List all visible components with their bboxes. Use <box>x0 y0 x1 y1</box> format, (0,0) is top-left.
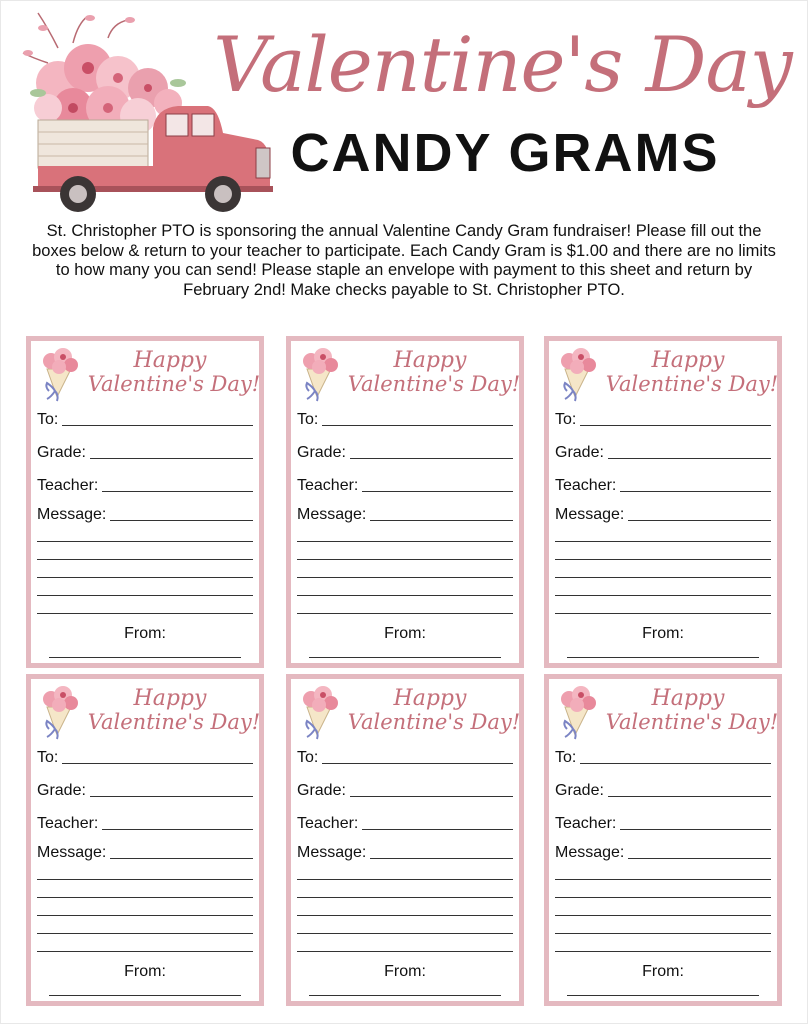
teacher-field[interactable] <box>297 471 513 495</box>
teacher-label: Teacher: <box>297 815 359 832</box>
from-label: From: <box>124 963 166 980</box>
bouquet-icon <box>557 347 597 403</box>
grade-field[interactable] <box>297 776 513 800</box>
teacher-line[interactable] <box>620 491 771 492</box>
message-line-3[interactable] <box>297 897 513 898</box>
card-heading-happy: Happy <box>651 686 725 711</box>
message-label: Message: <box>37 844 107 861</box>
teacher-line[interactable] <box>102 491 253 492</box>
card-heading-valentines-day: Valentine's Day! <box>347 710 521 734</box>
message-line-6[interactable] <box>297 613 513 614</box>
message-line-5[interactable] <box>297 933 513 934</box>
to-line[interactable] <box>580 763 771 764</box>
card-heading-happy: Happy <box>393 686 467 711</box>
message-line-3[interactable] <box>37 559 253 560</box>
from-line[interactable] <box>49 657 241 658</box>
message-line-3[interactable] <box>555 559 771 560</box>
candy-gram-card-3 <box>544 336 782 668</box>
grade-line[interactable] <box>350 796 513 797</box>
teacher-field[interactable] <box>37 471 253 495</box>
to-line[interactable] <box>62 425 253 426</box>
to-label: To: <box>555 411 577 428</box>
grade-label: Grade: <box>37 444 86 461</box>
grade-label: Grade: <box>37 782 86 799</box>
message-line-5[interactable] <box>297 595 513 596</box>
message-line-4[interactable] <box>37 577 253 578</box>
to-label: To: <box>297 411 319 428</box>
to-label: To: <box>555 749 577 766</box>
to-label: To: <box>297 749 319 766</box>
grade-label: Grade: <box>555 782 604 799</box>
teacher-field[interactable] <box>297 809 513 833</box>
grade-label: Grade: <box>555 444 604 461</box>
card-heading-happy: Happy <box>651 348 725 373</box>
from-label: From: <box>384 963 426 980</box>
bouquet-icon <box>299 685 339 741</box>
to-field[interactable] <box>555 743 771 767</box>
to-field[interactable] <box>297 405 513 429</box>
to-field[interactable] <box>37 405 253 429</box>
grade-label: Grade: <box>297 782 346 799</box>
intro-paragraph: St. Christopher PTO is sponsoring the annual Valentine Candy Gram fundraiser! Please fill out the boxes below & return to your teacher to participate. Each Candy Gram is $1.00 and there are no limits to how many you can send! Please staple an envelope with payment to this sheet and return by February 2nd! Make checks payable to St. Christopher PTO. <box>32 222 776 299</box>
from-label: From: <box>642 963 684 980</box>
message-line-6[interactable] <box>555 951 771 952</box>
bouquet-icon <box>39 685 79 741</box>
candy-gram-card-6 <box>544 674 782 1006</box>
message-line-6[interactable] <box>37 613 253 614</box>
message-line[interactable] <box>628 858 771 859</box>
candy-gram-card-4 <box>26 674 264 1006</box>
card-heading-happy: Happy <box>393 348 467 373</box>
bouquet-icon <box>557 685 597 741</box>
message-label: Message: <box>555 506 625 523</box>
to-line[interactable] <box>62 763 253 764</box>
teacher-label: Teacher: <box>555 815 617 832</box>
message-line-2[interactable] <box>297 541 513 542</box>
candy-gram-card-5 <box>286 674 524 1006</box>
bouquet-icon <box>299 347 339 403</box>
message-field[interactable] <box>297 838 513 862</box>
grade-line[interactable] <box>90 796 253 797</box>
message-line-6[interactable] <box>37 951 253 952</box>
message-line-3[interactable] <box>297 559 513 560</box>
to-field[interactable] <box>37 743 253 767</box>
teacher-label: Teacher: <box>37 815 99 832</box>
message-field[interactable] <box>555 838 771 862</box>
message-label: Message: <box>297 506 367 523</box>
candy-gram-card-2 <box>286 336 524 668</box>
grade-field[interactable] <box>37 776 253 800</box>
card-heading-valentines-day: Valentine's Day! <box>605 710 779 734</box>
title-candy-grams: CANDY GRAMS <box>290 123 720 183</box>
message-line-2[interactable] <box>297 879 513 880</box>
message-line[interactable] <box>628 520 771 521</box>
teacher-label: Teacher: <box>555 477 617 494</box>
card-heading-valentines-day: Valentine's Day! <box>87 372 261 396</box>
message-line[interactable] <box>370 858 513 859</box>
message-line-6[interactable] <box>555 613 771 614</box>
to-line[interactable] <box>322 425 513 426</box>
teacher-line[interactable] <box>620 829 771 830</box>
teacher-label: Teacher: <box>37 477 99 494</box>
teacher-line[interactable] <box>362 491 513 492</box>
candy-gram-card-1 <box>26 336 264 668</box>
teacher-label: Teacher: <box>297 477 359 494</box>
message-line-2[interactable] <box>555 879 771 880</box>
message-field[interactable] <box>297 500 513 524</box>
message-line-5[interactable] <box>37 595 253 596</box>
from-line[interactable] <box>567 995 759 996</box>
grade-line[interactable] <box>350 458 513 459</box>
grade-line[interactable] <box>90 458 253 459</box>
teacher-field[interactable] <box>555 471 771 495</box>
message-label: Message: <box>555 844 625 861</box>
message-line-4[interactable] <box>37 915 253 916</box>
message-field[interactable] <box>555 500 771 524</box>
grade-field[interactable] <box>297 438 513 462</box>
grade-line[interactable] <box>608 458 771 459</box>
message-line-3[interactable] <box>555 897 771 898</box>
message-line-2[interactable] <box>37 541 253 542</box>
message-line-6[interactable] <box>297 951 513 952</box>
to-line[interactable] <box>322 763 513 764</box>
message-line-4[interactable] <box>297 915 513 916</box>
message-field[interactable] <box>37 500 253 524</box>
message-label: Message: <box>37 506 107 523</box>
message-field[interactable] <box>37 838 253 862</box>
card-heading-valentines-day: Valentine's Day! <box>347 372 521 396</box>
message-line-3[interactable] <box>37 897 253 898</box>
to-label: To: <box>37 411 59 428</box>
to-line[interactable] <box>580 425 771 426</box>
message-line-4[interactable] <box>297 577 513 578</box>
to-label: To: <box>37 749 59 766</box>
message-line-5[interactable] <box>555 595 771 596</box>
message-line[interactable] <box>110 858 253 859</box>
grade-field[interactable] <box>555 776 771 800</box>
message-label: Message: <box>297 844 367 861</box>
to-field[interactable] <box>297 743 513 767</box>
grade-label: Grade: <box>297 444 346 461</box>
teacher-field[interactable] <box>37 809 253 833</box>
card-heading-happy: Happy <box>133 686 207 711</box>
message-line-4[interactable] <box>555 577 771 578</box>
from-label: From: <box>124 625 166 642</box>
from-line[interactable] <box>567 657 759 658</box>
teacher-field[interactable] <box>555 809 771 833</box>
message-line-2[interactable] <box>555 541 771 542</box>
title-script: Valentine's Day <box>213 20 792 109</box>
message-line-4[interactable] <box>555 915 771 916</box>
from-line[interactable] <box>309 995 501 996</box>
from-label: From: <box>642 625 684 642</box>
teacher-line[interactable] <box>102 829 253 830</box>
card-heading-valentines-day: Valentine's Day! <box>605 372 779 396</box>
message-line-5[interactable] <box>555 933 771 934</box>
from-label: From: <box>384 625 426 642</box>
message-line-2[interactable] <box>37 879 253 880</box>
to-field[interactable] <box>555 405 771 429</box>
from-line[interactable] <box>49 995 241 996</box>
card-heading-valentines-day: Valentine's Day! <box>87 710 261 734</box>
message-line[interactable] <box>110 520 253 521</box>
message-line[interactable] <box>370 520 513 521</box>
grade-line[interactable] <box>608 796 771 797</box>
teacher-line[interactable] <box>362 829 513 830</box>
grade-field[interactable] <box>37 438 253 462</box>
from-line[interactable] <box>309 657 501 658</box>
card-heading-happy: Happy <box>133 348 207 373</box>
grade-field[interactable] <box>555 438 771 462</box>
message-line-5[interactable] <box>37 933 253 934</box>
bouquet-icon <box>39 347 79 403</box>
